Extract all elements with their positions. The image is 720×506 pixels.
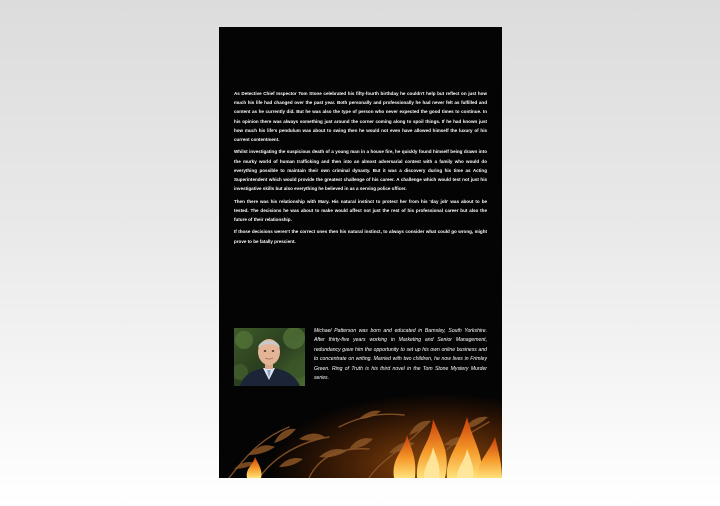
blurb-paragraph-3: Then there was his relationship with Mary. His natural instinct to protect her from his 'day job' was about to be tested. The decisions he was about to make would affect not just the rest of his professional career but also the future of their relationship.	[234, 198, 487, 223]
book-back-cover	[219, 27, 502, 478]
flame-foliage-illustration	[219, 357, 502, 478]
author-bio: Michael Patterson was born and educated in Barnsley, South Yorkshire. After thirty-five years working in Marketing and Senior Management, redundancy gave him the opportunity to set up his own online business and	[314, 328, 487, 353]
blurb-text	[234, 89, 487, 249]
blurb-paragraph-1: As Detective Chief Inspector Tom Stone celebrated his fifty-fourth birthday he couldn't help but reflect on just how much his life had changed over the past year. Both personally and professionally he had never felt as fulfilled and content as he currently did. But he was also the type of person who never expected the good times to continue. In his opinion there was always something just around the corner coming along to spoil things. If he had known just how much his life's pendulum was about to swing then he would not even have allowed himself the luxury of his current contentment.	[234, 91, 487, 143]
blurb-paragraph-4: If those decisions weren't the correct ones then his natural instinct, to always consider what could go wrong, might prove to be fatally prescient.	[234, 229, 487, 244]
blurb-paragraph-2: Whilst investigating the suspicious death of a young man in a house fire, he quickly found himself being drawn into the murky world of human trafficking and then into an almost adversarial contest with a family who would do everything possible to maintain their own criminal dynasty. But it was a discovery during his time as Acting Superintendent which would provide the greatest challenge of his career. A challenge which would test not just his investigative skills but also everything he believed in as a serving police officer.	[234, 149, 487, 192]
